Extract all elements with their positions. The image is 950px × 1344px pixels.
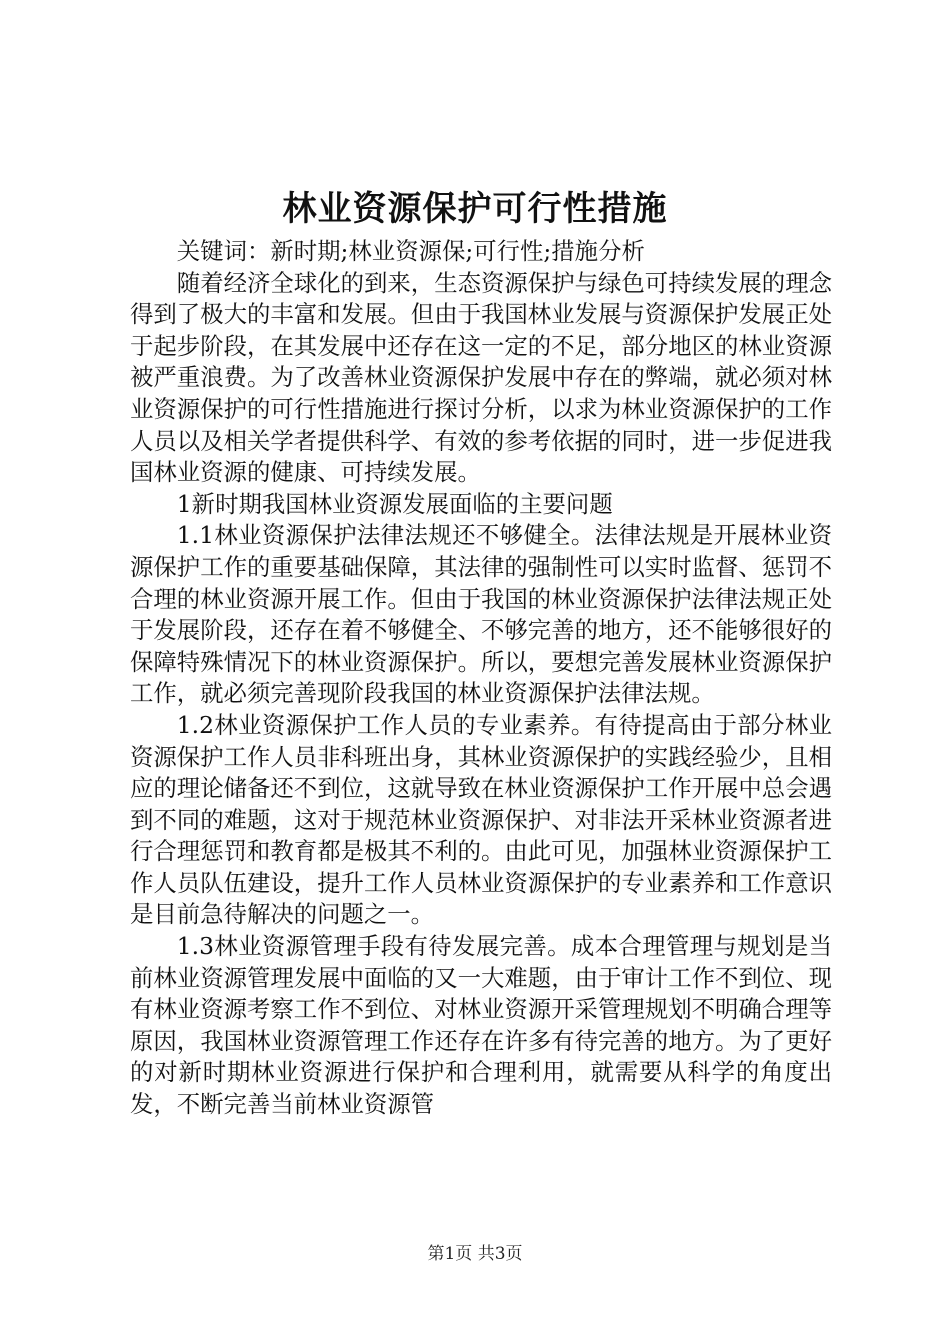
section-heading-1: 1新时期我国林业资源发展面临的主要问题 [176,489,613,518]
page-title: 林业资源保护可行性措施 [282,189,668,229]
keywords-line: 关键词：新时期;林业资源保;可行性;措施分析 [176,237,645,265]
paragraph-1-1: 1.1林业资源保护法律法规还不够健全。法律法规是开展林业资源保护工作的重要基础保障，其法律的强制性可以实时监督、惩罚不合理的林业资源开展工作。但由于我国的林业资源保护法律法规正处于发展阶段，还存在着不够健全、不够完善的地方，还不能够很好的保障特殊情况下的林业资源保护。所以，要想完善发展林业资源保护工作，就必须完善现阶段我国的林业资源保护法律法规。 [130,521,832,708]
document-body [130,236,832,1121]
paragraph-1-2: 1.2林业资源保护工作人员的专业素养。有待提高由于部分林业资源保护工作人员非科班出身，其林业资源保护的实践经验少，且相应的理论储备还不到位，这就导致在林业资源保护工作开展中总会遇到不同的难题，这对于规范林业资源保护、对非法开采林业资源者进行合理惩罚和教育都是极其不利的。由此可见，加强林业资源保护工作人员队伍建设，提升工作人员林业资源保护的专业素养和工作意识是目前急待解决的问题之一。 [130,710,832,929]
intro-paragraph: 随着经济全球化的到来，生态资源保护与绿色可持续发展的理念得到了极大的丰富和发展。但由于我国林业发展与资源保护发展正处于起步阶段，在其发展中还存在这一定的不足，部分地区的林业资源被严重浪费。为了改善林业资源保护发展中存在的弊端，就必须对林业资源保护的可行性措施进行探讨分析，以求为林业资源保护的工作人员以及相关学者提供科学、有效的参考依据的同时，进一步促进我国林业资源的健康、可持续发展。 [130,268,832,487]
paragraph-1-3: 1.3林业资源管理手段有待发展完善。成本合理管理与规划是当前林业资源管理发展中面临的又一大难题，由于审计工作不到位、现有林业资源考察工作不到位、对林业资源开采管理规划不明确合理等原因，我国林业资源管理工作还存在许多有待完善的地方。为了更好的对新时期林业资源进行保护和合理利用，就需要从科学的角度出发，不断完善当前林业资源管 [130,932,832,1119]
page-number-footer: 第1页 共3页 [427,1244,523,1264]
